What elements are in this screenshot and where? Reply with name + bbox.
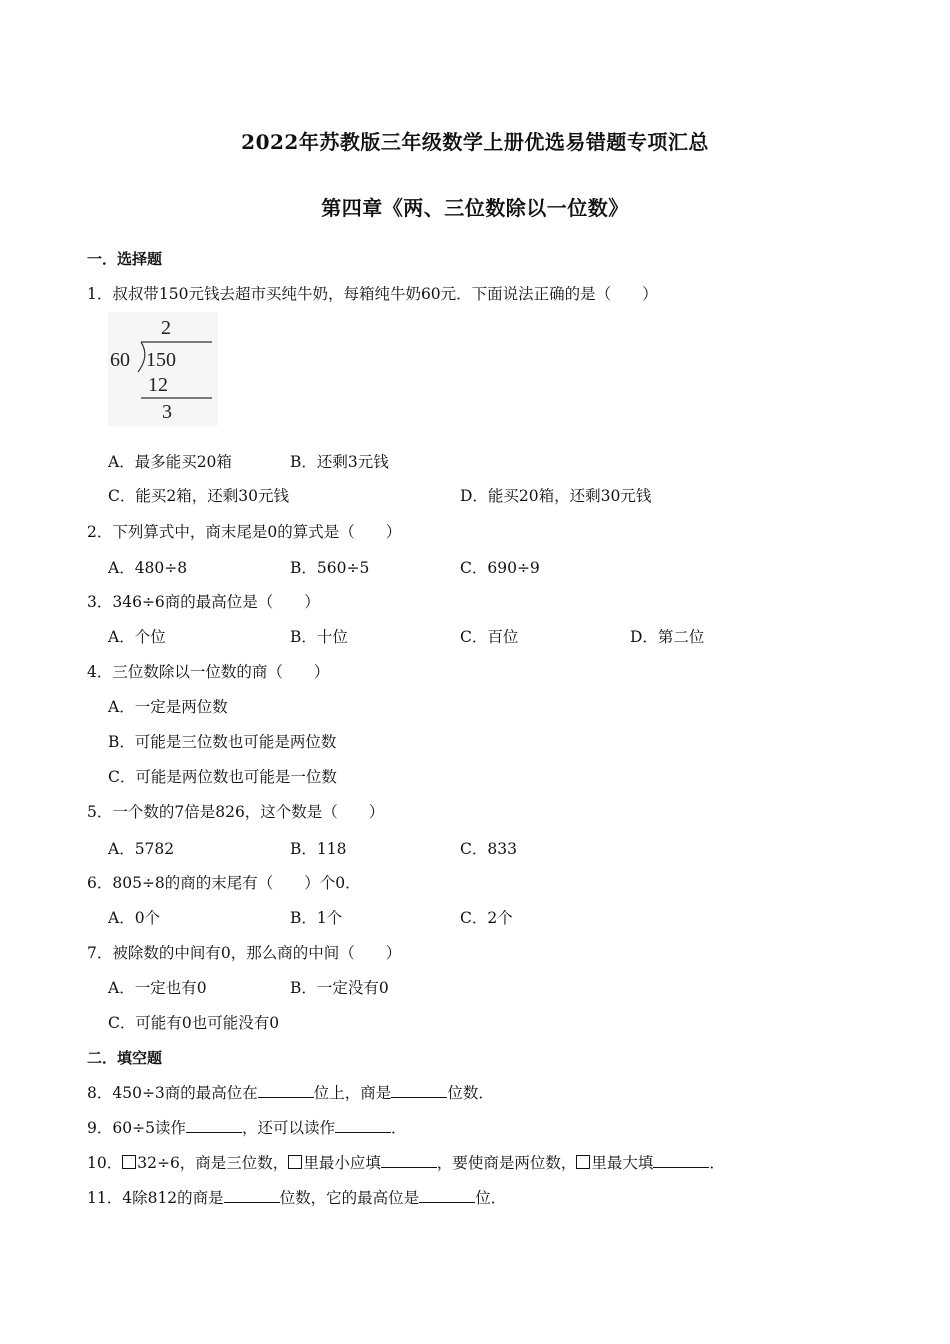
q2-option-b: B．560÷5	[290, 559, 370, 577]
q9-blank-2[interactable]	[335, 1118, 391, 1133]
q7-option-b: B．一定没有0	[290, 979, 389, 997]
q10-text-2: 32÷6，商是三位数，	[137, 1154, 289, 1172]
q11-blank-1[interactable]	[224, 1188, 280, 1203]
question-11	[87, 1186, 506, 1208]
q4-option-c: C．可能是两位数也可能是一位数	[108, 768, 337, 786]
q1-option-c: C．能买2箱，还剩30元钱	[108, 487, 289, 505]
q11-text-1: 11．4除812的商是	[87, 1189, 224, 1207]
q4-option-a: A．一定是两位数	[108, 698, 228, 716]
q9-text-1: 9．60÷5读作	[87, 1119, 186, 1137]
question-6: 6．805÷8的商的末尾有（ ）个0．	[87, 874, 361, 892]
q3-option-b: B．十位	[290, 628, 348, 646]
question-4: 4．三位数除以一位数的商（ ）	[87, 663, 330, 681]
q8-text-2: 位上，商是	[313, 1084, 392, 1102]
figure-remainder: 3	[162, 401, 172, 423]
q3-option-a: A．个位	[108, 628, 166, 646]
q9-text-2: ，还可以读作	[241, 1119, 335, 1137]
q8-text-3: 位数．	[447, 1084, 494, 1102]
document-title: 2022年苏教版三年级数学上册优选易错题专项汇总	[241, 130, 709, 154]
q1-option-d: D．能买20箱，还剩30元钱	[460, 487, 652, 505]
question-10	[87, 1151, 725, 1173]
q6-option-b: B．1个	[290, 909, 343, 927]
q11-blank-2[interactable]	[419, 1188, 475, 1203]
figure-divisor: 60	[110, 349, 130, 371]
question-8	[87, 1081, 494, 1103]
chapter-title: 第四章《两、三位数除以一位数》	[321, 196, 629, 220]
square-box-icon	[288, 1155, 302, 1169]
section-fill-heading: 二．填空题	[87, 1049, 163, 1067]
q1-option-b: B．还剩3元钱	[290, 453, 389, 471]
figure-quotient: 2	[161, 317, 171, 339]
q10-blank-2[interactable]	[653, 1153, 709, 1168]
q5-option-c: C．833	[460, 840, 517, 858]
q7-option-a: A．一定也有0	[108, 979, 207, 997]
q8-blank-1[interactable]	[258, 1083, 314, 1098]
long-division-figure	[108, 312, 218, 426]
q11-text-2: 位数，它的最高位是	[279, 1189, 420, 1207]
square-box-icon	[576, 1155, 590, 1169]
q8-blank-2[interactable]	[391, 1083, 447, 1098]
figure-product: 12	[148, 374, 168, 396]
question-5: 5．一个数的7倍是826，这个数是（ ）	[87, 803, 385, 821]
q3-option-c: C．百位	[460, 628, 519, 646]
q10-text-3: 里最小应填	[303, 1154, 381, 1172]
section-choice-heading: 一．选择题	[87, 250, 163, 268]
q10-text-4: ，要使商是两位数，	[436, 1154, 577, 1172]
q9-text-3: ．	[390, 1119, 407, 1137]
question-9	[87, 1116, 406, 1138]
figure-dividend: 150	[146, 349, 176, 371]
q6-option-c: C．2个	[460, 909, 513, 927]
q9-blank-1[interactable]	[186, 1118, 242, 1133]
q2-option-a: A．480÷8	[108, 559, 188, 577]
q4-option-b: B．可能是三位数也可能是两位数	[108, 733, 337, 751]
q5-option-b: B．118	[290, 840, 347, 858]
q6-option-a: A．0个	[108, 909, 161, 927]
square-box-icon	[122, 1155, 136, 1169]
q10-text-6: ．	[709, 1154, 725, 1172]
q10-text-1: 10．	[87, 1154, 123, 1172]
q11-text-3: 位．	[475, 1189, 507, 1207]
question-1: 1．叔叔带150元钱去超市买纯牛奶，每箱纯牛奶60元．下面说法正确的是（ ）	[87, 285, 658, 303]
question-7: 7．被除数的中间有0，那么商的中间（ ）	[87, 944, 402, 962]
q3-option-d: D．第二位	[630, 628, 705, 646]
q8-text-1: 8．450÷3商的最高位在	[87, 1084, 258, 1102]
question-3: 3．346÷6商的最高位是（ ）	[87, 593, 320, 611]
q5-option-a: A．5782	[108, 840, 175, 858]
q10-text-5: 里最大填	[591, 1154, 654, 1172]
question-2: 2．下列算式中，商末尾是0的算式是（ ）	[87, 523, 402, 541]
q1-option-a: A．最多能买20箱	[108, 453, 232, 471]
q2-option-c: C．690÷9	[460, 559, 540, 577]
q10-blank-1[interactable]	[381, 1153, 437, 1168]
q7-option-c: C．可能有0也可能没有0	[108, 1014, 280, 1032]
